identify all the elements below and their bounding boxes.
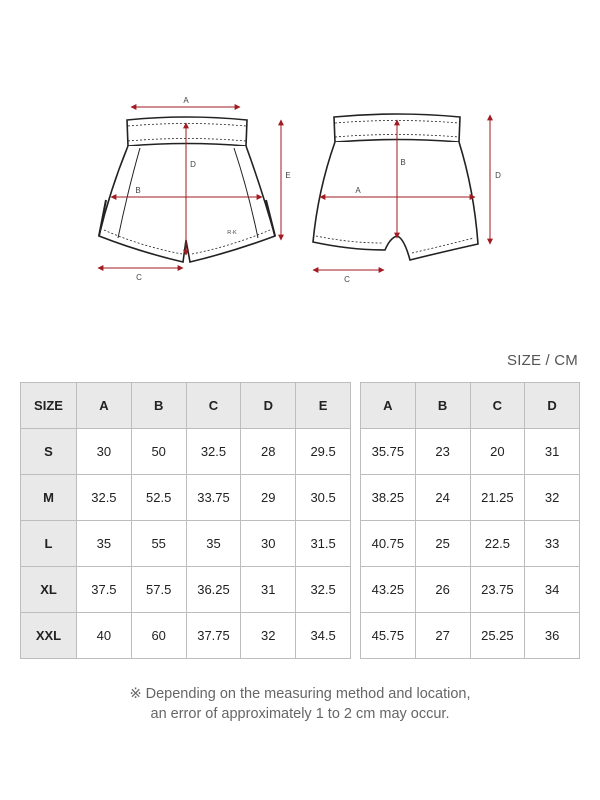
table-cell: 26 <box>415 567 470 613</box>
header-d: D <box>525 383 580 429</box>
size-cell: XXL <box>21 613 77 659</box>
table-row <box>361 567 580 613</box>
label-shorts-d: D <box>495 171 501 180</box>
garment-logo: R·K <box>227 230 237 236</box>
table-cell: 40 <box>77 613 132 659</box>
table-cell: 37.5 <box>77 567 132 613</box>
table-cell: 32 <box>525 475 580 521</box>
size-cell: S <box>21 429 77 475</box>
table-row <box>361 429 580 475</box>
shorts-drawing <box>313 114 478 260</box>
table-cell: 25 <box>415 521 470 567</box>
table-row <box>21 429 351 475</box>
table-cell: 25.25 <box>470 613 525 659</box>
table-cell: 24 <box>415 475 470 521</box>
table-cell: 31 <box>241 567 296 613</box>
table-cell: 43.25 <box>361 567 416 613</box>
header-a: A <box>361 383 416 429</box>
header-e: E <box>296 383 351 429</box>
table-cell: 35.75 <box>361 429 416 475</box>
size-cell: XL <box>21 567 77 613</box>
table-cell: 29.5 <box>296 429 351 475</box>
table-cell: 55 <box>131 521 186 567</box>
table-cell: 21.25 <box>470 475 525 521</box>
table-cell: 30 <box>77 429 132 475</box>
header-a: A <box>77 383 132 429</box>
table-cell: 50 <box>131 429 186 475</box>
footnote-line-1: ※ Depending on the measuring method and location, <box>129 686 471 702</box>
table-cell: 32 <box>241 613 296 659</box>
table-cell: 32.5 <box>186 429 241 475</box>
header-size: SIZE <box>21 383 77 429</box>
size-cell: L <box>21 521 77 567</box>
label-skirt-c: C <box>136 273 142 282</box>
table-cell: 31.5 <box>296 521 351 567</box>
table-row <box>21 613 351 659</box>
label-skirt-e: E <box>285 171 291 180</box>
footnote-line-2: an error of approximately 1 to 2 cm may occur. <box>150 706 450 722</box>
skirt-shorts-drawing <box>99 117 275 262</box>
table-cell: 52.5 <box>131 475 186 521</box>
garment-diagrams <box>0 0 600 300</box>
skirt-shorts-size-table <box>20 382 351 659</box>
table-cell: 38.25 <box>361 475 416 521</box>
header-b: B <box>415 383 470 429</box>
header-c: C <box>470 383 525 429</box>
table-cell: 27 <box>415 613 470 659</box>
table-cell: 60 <box>131 613 186 659</box>
table-cell: 35 <box>77 521 132 567</box>
table-cell: 36 <box>525 613 580 659</box>
shorts-size-table <box>360 382 580 659</box>
header-b: B <box>131 383 186 429</box>
table-row <box>361 521 580 567</box>
label-skirt-d: D <box>190 160 196 169</box>
table-cell: 35 <box>186 521 241 567</box>
table-row <box>21 475 351 521</box>
label-shorts-c: C <box>344 275 350 284</box>
header-c: C <box>186 383 241 429</box>
table-cell: 28 <box>241 429 296 475</box>
table-header-row <box>361 383 580 429</box>
label-skirt-b: B <box>135 186 141 195</box>
table-cell: 31 <box>525 429 580 475</box>
table-cell: 32.5 <box>77 475 132 521</box>
table-row <box>21 567 351 613</box>
table-cell: 32.5 <box>296 567 351 613</box>
table-cell: 30 <box>241 521 296 567</box>
table-cell: 23.75 <box>470 567 525 613</box>
table-cell: 20 <box>470 429 525 475</box>
table-cell: 33.75 <box>186 475 241 521</box>
label-skirt-a: A <box>183 96 189 105</box>
label-shorts-b: B <box>400 158 406 167</box>
table-cell: 34.5 <box>296 613 351 659</box>
table-cell: 23 <box>415 429 470 475</box>
size-cell: M <box>21 475 77 521</box>
table-row <box>361 613 580 659</box>
table-cell: 40.75 <box>361 521 416 567</box>
table-cell: 45.75 <box>361 613 416 659</box>
unit-label: SIZE / CM <box>507 352 578 369</box>
table-cell: 34 <box>525 567 580 613</box>
table-cell: 37.75 <box>186 613 241 659</box>
table-cell: 29 <box>241 475 296 521</box>
table-header-row <box>21 383 351 429</box>
label-shorts-a: A <box>355 186 361 195</box>
table-row <box>361 475 580 521</box>
table-cell: 57.5 <box>131 567 186 613</box>
measurement-footnote <box>0 684 600 724</box>
table-cell: 33 <box>525 521 580 567</box>
table-row <box>21 521 351 567</box>
table-cell: 30.5 <box>296 475 351 521</box>
table-cell: 36.25 <box>186 567 241 613</box>
table-cell: 22.5 <box>470 521 525 567</box>
header-d: D <box>241 383 296 429</box>
